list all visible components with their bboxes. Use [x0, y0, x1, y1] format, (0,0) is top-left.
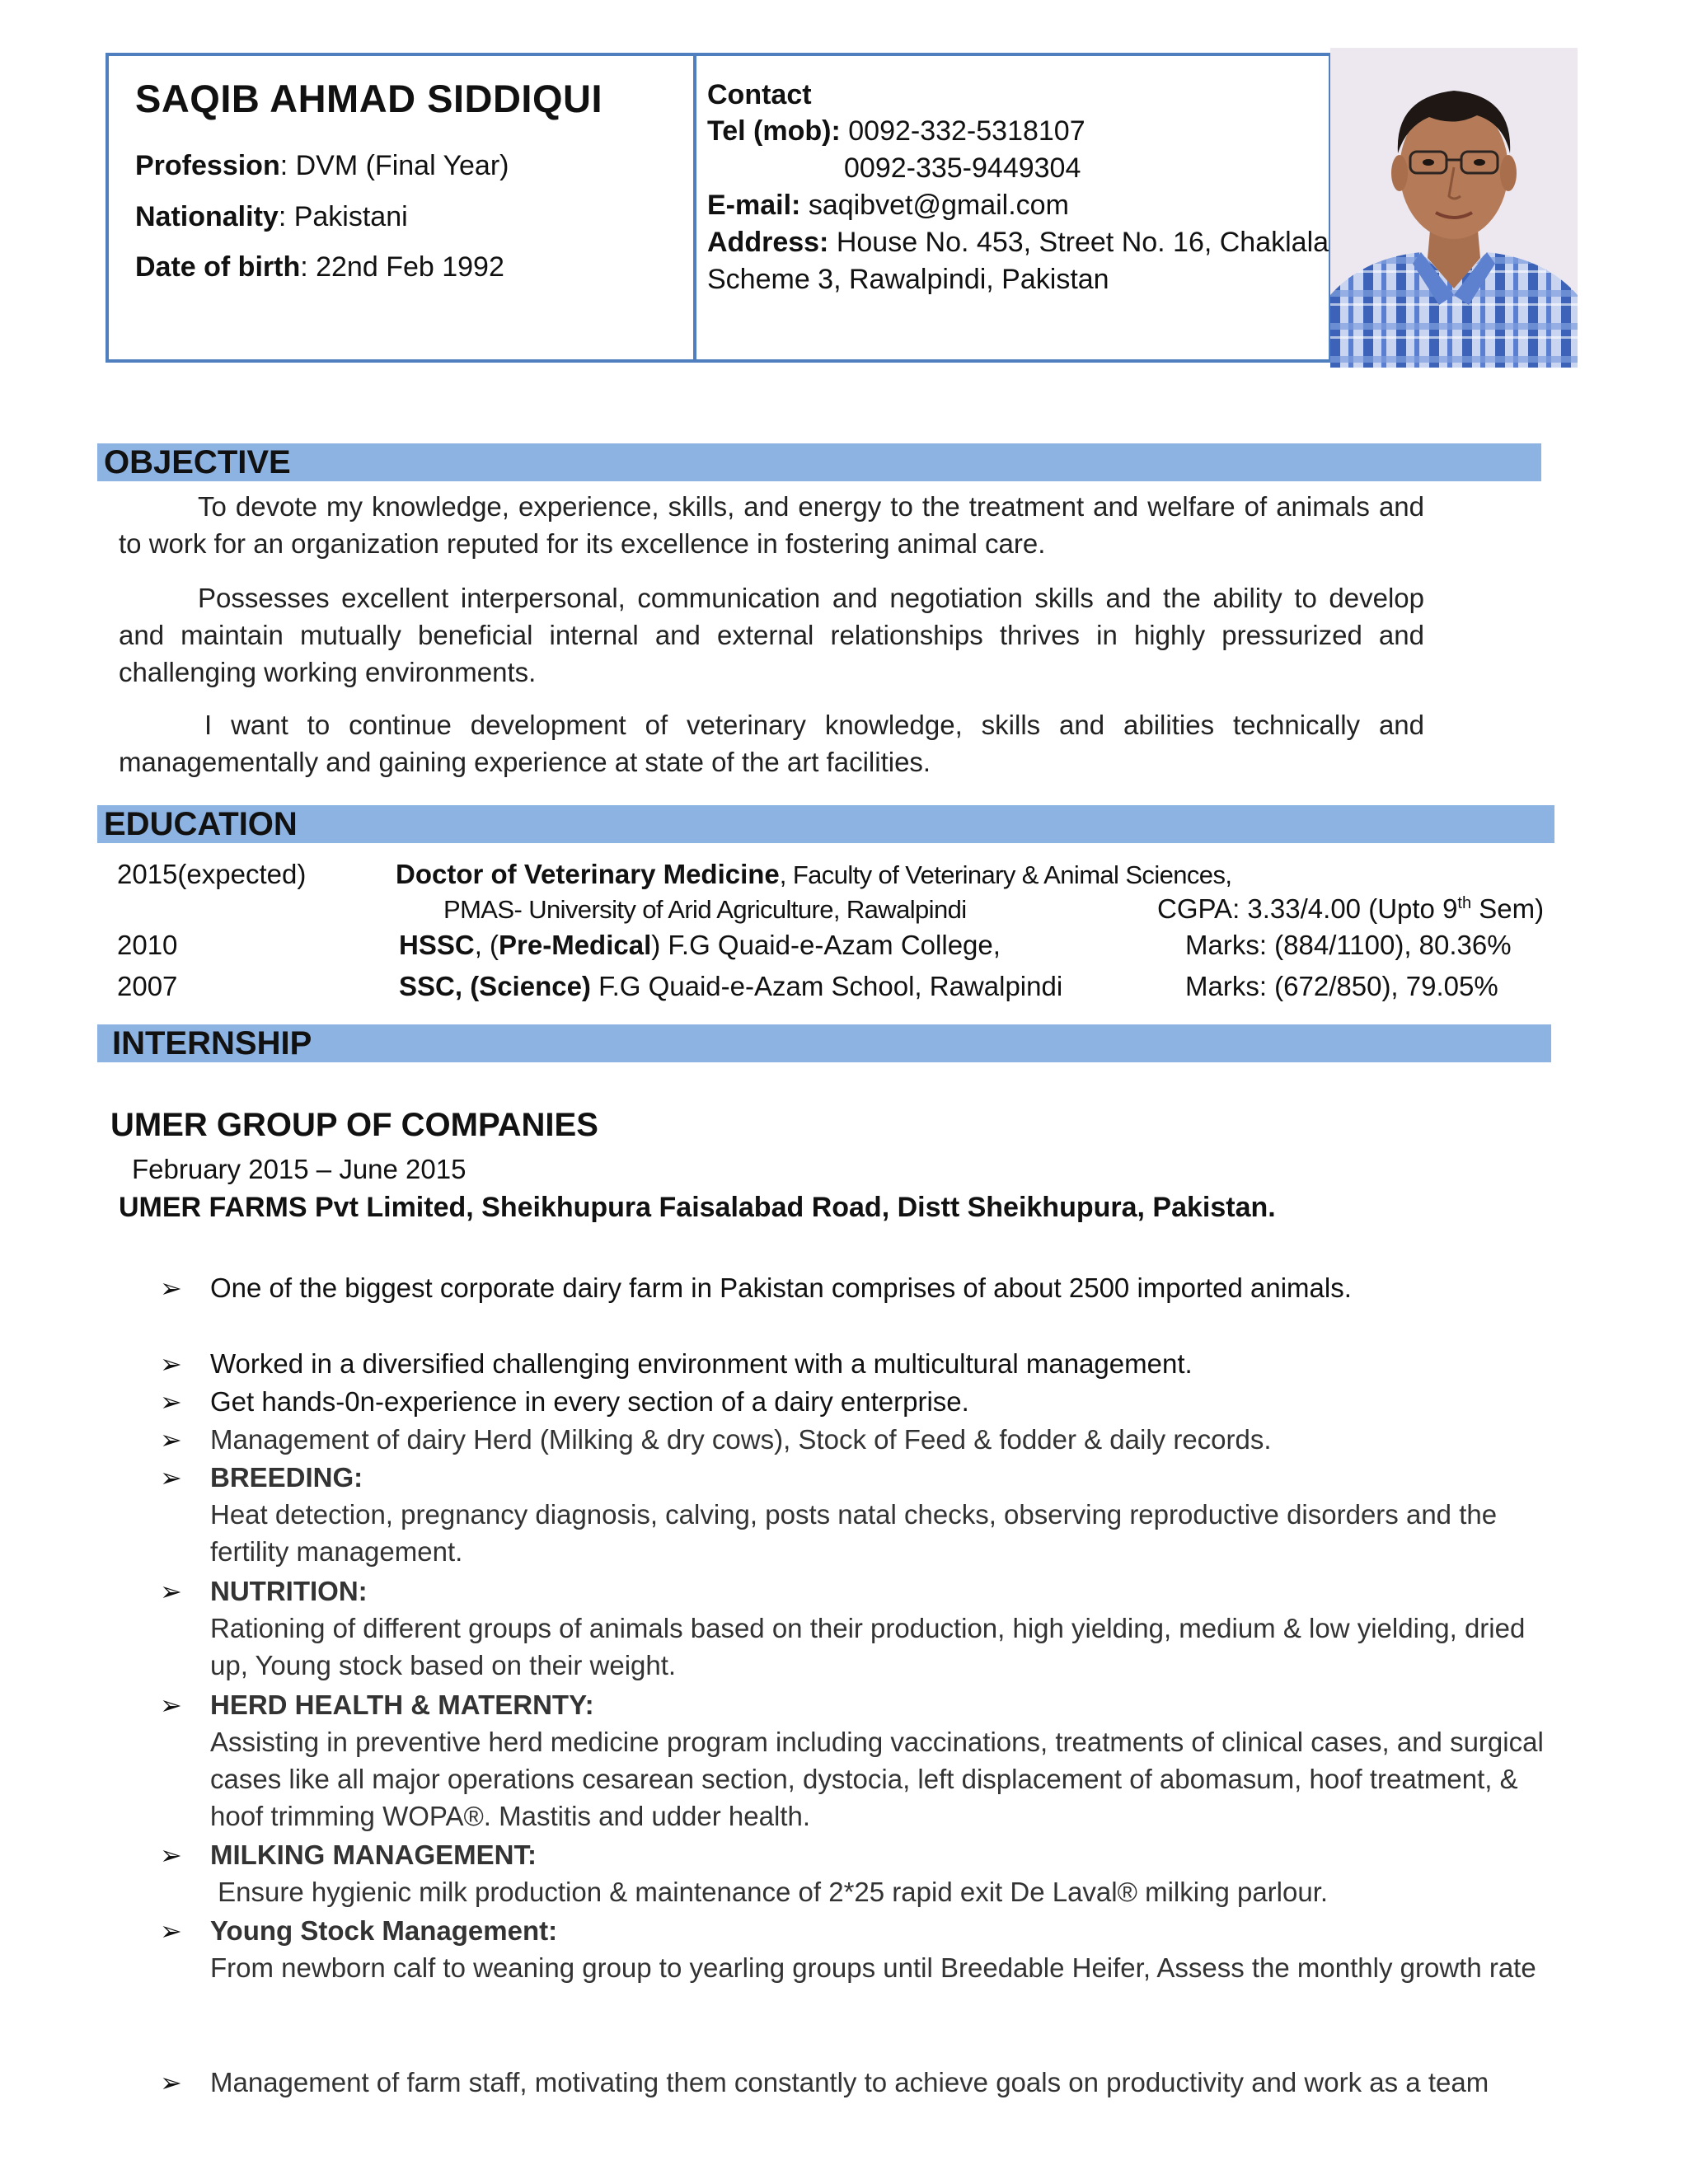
education-section-bar — [97, 805, 1554, 843]
edu-year-2: 2010 — [117, 930, 178, 960]
internship-bullet-milking — [210, 1836, 1545, 1910]
bullet-arrow-icon: ➢ — [160, 2068, 182, 2097]
email-value: saqibvet@gmail.com — [808, 190, 1069, 221]
profession-label: Profession — [135, 150, 280, 181]
edu-score-1-text: CGPA: 3.33/4.00 (Upto 9 — [1157, 893, 1458, 924]
dob-line — [135, 251, 504, 284]
address-line-2: Scheme 3, Rawalpindi, Pakistan — [707, 264, 1109, 295]
edu-degree-2-detail: ) F.G Quaid-e-Azam College, — [651, 930, 1001, 960]
bullet-arrow-icon: ➢ — [160, 1840, 182, 1870]
milking-heading: MILKING MANAGEMENT: — [210, 1840, 537, 1870]
address-line — [707, 227, 1329, 259]
edu-degree-3 — [399, 971, 1062, 1002]
internship-bullet-nutrition — [210, 1572, 1545, 1684]
edu-degree-1-title: Doctor of Veterinary Medicine — [396, 859, 780, 889]
nutrition-heading: NUTRITION: — [210, 1576, 368, 1606]
internship-bullet-staff: Management of farm staff, motivating them constantly to achieve goals on productivity and work as a team — [210, 2067, 1489, 2097]
edu-year-3: 2007 — [117, 971, 178, 1001]
company-name: UMER GROUP OF COMPANIES — [110, 1107, 598, 1143]
email-line — [707, 190, 1069, 222]
objective-paragraph-1: To devote my knowledge, experience, skills, and energy to the treatment and welfare of animals and to work for an organization reputed for its excellence in fostering animal care. — [119, 491, 1424, 559]
dob-value: : 22nd Feb 1992 — [300, 251, 504, 283]
edu-degree-2-sep: , ( — [474, 930, 499, 960]
milking-text: Ensure hygienic milk production & maintenance of 2*25 rapid exit De Laval® milking parlour. — [210, 1877, 1329, 1907]
edu-degree-2 — [399, 930, 1001, 961]
profession-value: : DVM (Final Year) — [279, 150, 509, 181]
tel-label: Tel (mob): — [707, 115, 841, 147]
internship-heading: INTERNSHIP — [112, 1025, 312, 1062]
bullet-arrow-icon: ➢ — [160, 1425, 182, 1455]
bullet-arrow-icon: ➢ — [160, 1690, 182, 1720]
herd-health-heading: HERD HEALTH & MATERNTY: — [210, 1690, 594, 1720]
bullet-arrow-icon: ➢ — [160, 1463, 182, 1493]
nationality-label: Nationality — [135, 201, 279, 232]
bullet-arrow-icon: ➢ — [160, 1387, 182, 1417]
bullet-arrow-icon: ➢ — [160, 1916, 182, 1946]
internship-section-bar — [97, 1024, 1551, 1062]
young-stock-heading: Young Stock Management: — [210, 1915, 558, 1946]
edu-degree-1-detail: , Faculty of Veterinary & Animal Sciences, — [779, 860, 1232, 889]
edu-degree-3-title: SSC, (Science) — [399, 971, 591, 1001]
edu-degree-1-institution: PMAS- University of Arid Agriculture, Rawalpindi — [443, 895, 967, 924]
profile-photo — [1330, 48, 1578, 368]
internship-location: UMER FARMS Pvt Limited, Sheikhupura Faisalabad Road, Distt Sheikhupura, Pakistan. — [119, 1192, 1276, 1223]
edu-degree-2-title: HSSC — [399, 930, 475, 960]
dob-label: Date of birth — [135, 251, 301, 283]
breeding-heading: BREEDING: — [210, 1462, 363, 1493]
tel-line — [707, 115, 1085, 148]
nationality-line — [135, 201, 408, 233]
nationality-value: : Pakistani — [278, 201, 408, 232]
edu-degree-3-detail: F.G Quaid-e-Azam School, Rawalpindi — [590, 971, 1063, 1001]
internship-bullet-young-stock — [210, 1912, 1545, 1986]
herd-health-text: Assisting in preventive herd medicine program including vaccinations, treatments of clinical cases, and surgical cases like all major operations cesarean section, dystocia, left displacement of abomasum, hoof treatment, & hoof trimming WOPA®. Mastitis and udder health. — [210, 1727, 1544, 1831]
internship-bullet-4: Management of dairy Herd (Milking & dry cows), Stock of Feed & fodder & daily records. — [210, 1424, 1272, 1455]
edu-score-2: Marks: (884/1100), 80.36% — [1185, 930, 1512, 960]
edu-degree-1 — [396, 859, 1231, 890]
objective-section-bar — [97, 443, 1541, 481]
bullet-arrow-icon: ➢ — [160, 1577, 182, 1606]
nutrition-text: Rationing of different groups of animals based on their production, high yielding, medium & low yielding, dried up, Young stock based on their weight. — [210, 1613, 1526, 1680]
candidate-name: SAQIB AHMAD SIDDIQUI — [135, 77, 603, 120]
contact-title: Contact — [707, 79, 812, 110]
edu-score-1-end: Sem) — [1471, 893, 1545, 924]
objective-heading: OBJECTIVE — [104, 444, 291, 480]
edu-score-3: Marks: (672/850), 79.05% — [1185, 971, 1498, 1001]
tel-secondary: 0092-335-9449304 — [844, 152, 1081, 184]
internship-bullet-1: One of the biggest corporate dairy farm in Pakistan comprises of about 2500 imported animals. — [210, 1272, 1352, 1303]
header-divider — [693, 53, 696, 363]
bullet-arrow-icon: ➢ — [160, 1273, 182, 1303]
internship-period: February 2015 – June 2015 — [132, 1154, 467, 1184]
tel-primary: 0092-332-5318107 — [848, 115, 1085, 147]
edu-score-1-sup: th — [1457, 894, 1472, 912]
objective-paragraph-3: I want to continue development of veterinary knowledge, skills and abilities technically and managementally and gaining experience at state of the art facilities. — [119, 710, 1424, 777]
address-value: House No. 453, Street No. 16, Chaklala — [836, 227, 1329, 258]
edu-year-1: 2015(expected) — [117, 859, 307, 889]
email-label: E-mail: — [707, 190, 801, 221]
internship-bullet-herd-health — [210, 1686, 1545, 1835]
objective-paragraph-2: Possesses excellent interpersonal, communication and negotiation skills and the ability to develop and maintain mutually beneficial internal and external relationships thrives in highly pressurized and challenging working environments. — [119, 583, 1424, 687]
edu-score-1 — [1157, 893, 1544, 925]
internship-bullet-breeding — [210, 1459, 1545, 1570]
education-heading: EDUCATION — [104, 806, 298, 842]
breeding-text: Heat detection, pregnancy diagnosis, calving, posts natal checks, observing reproductive disorders and the fertility management. — [210, 1499, 1498, 1567]
edu-degree-2-stream: Pre-Medical — [499, 930, 652, 960]
address-label: Address: — [707, 227, 829, 258]
internship-bullet-3: Get hands-0n-experience in every section of a dairy enterprise. — [210, 1386, 969, 1417]
internship-bullet-2: Worked in a diversified challenging environment with a multicultural management. — [210, 1348, 1193, 1379]
young-stock-text: From newborn calf to weaning group to yearling groups until Breedable Heifer, Assess the monthly growth rate — [210, 1952, 1536, 1983]
bullet-arrow-icon: ➢ — [160, 1349, 182, 1379]
profession-line — [135, 150, 509, 182]
